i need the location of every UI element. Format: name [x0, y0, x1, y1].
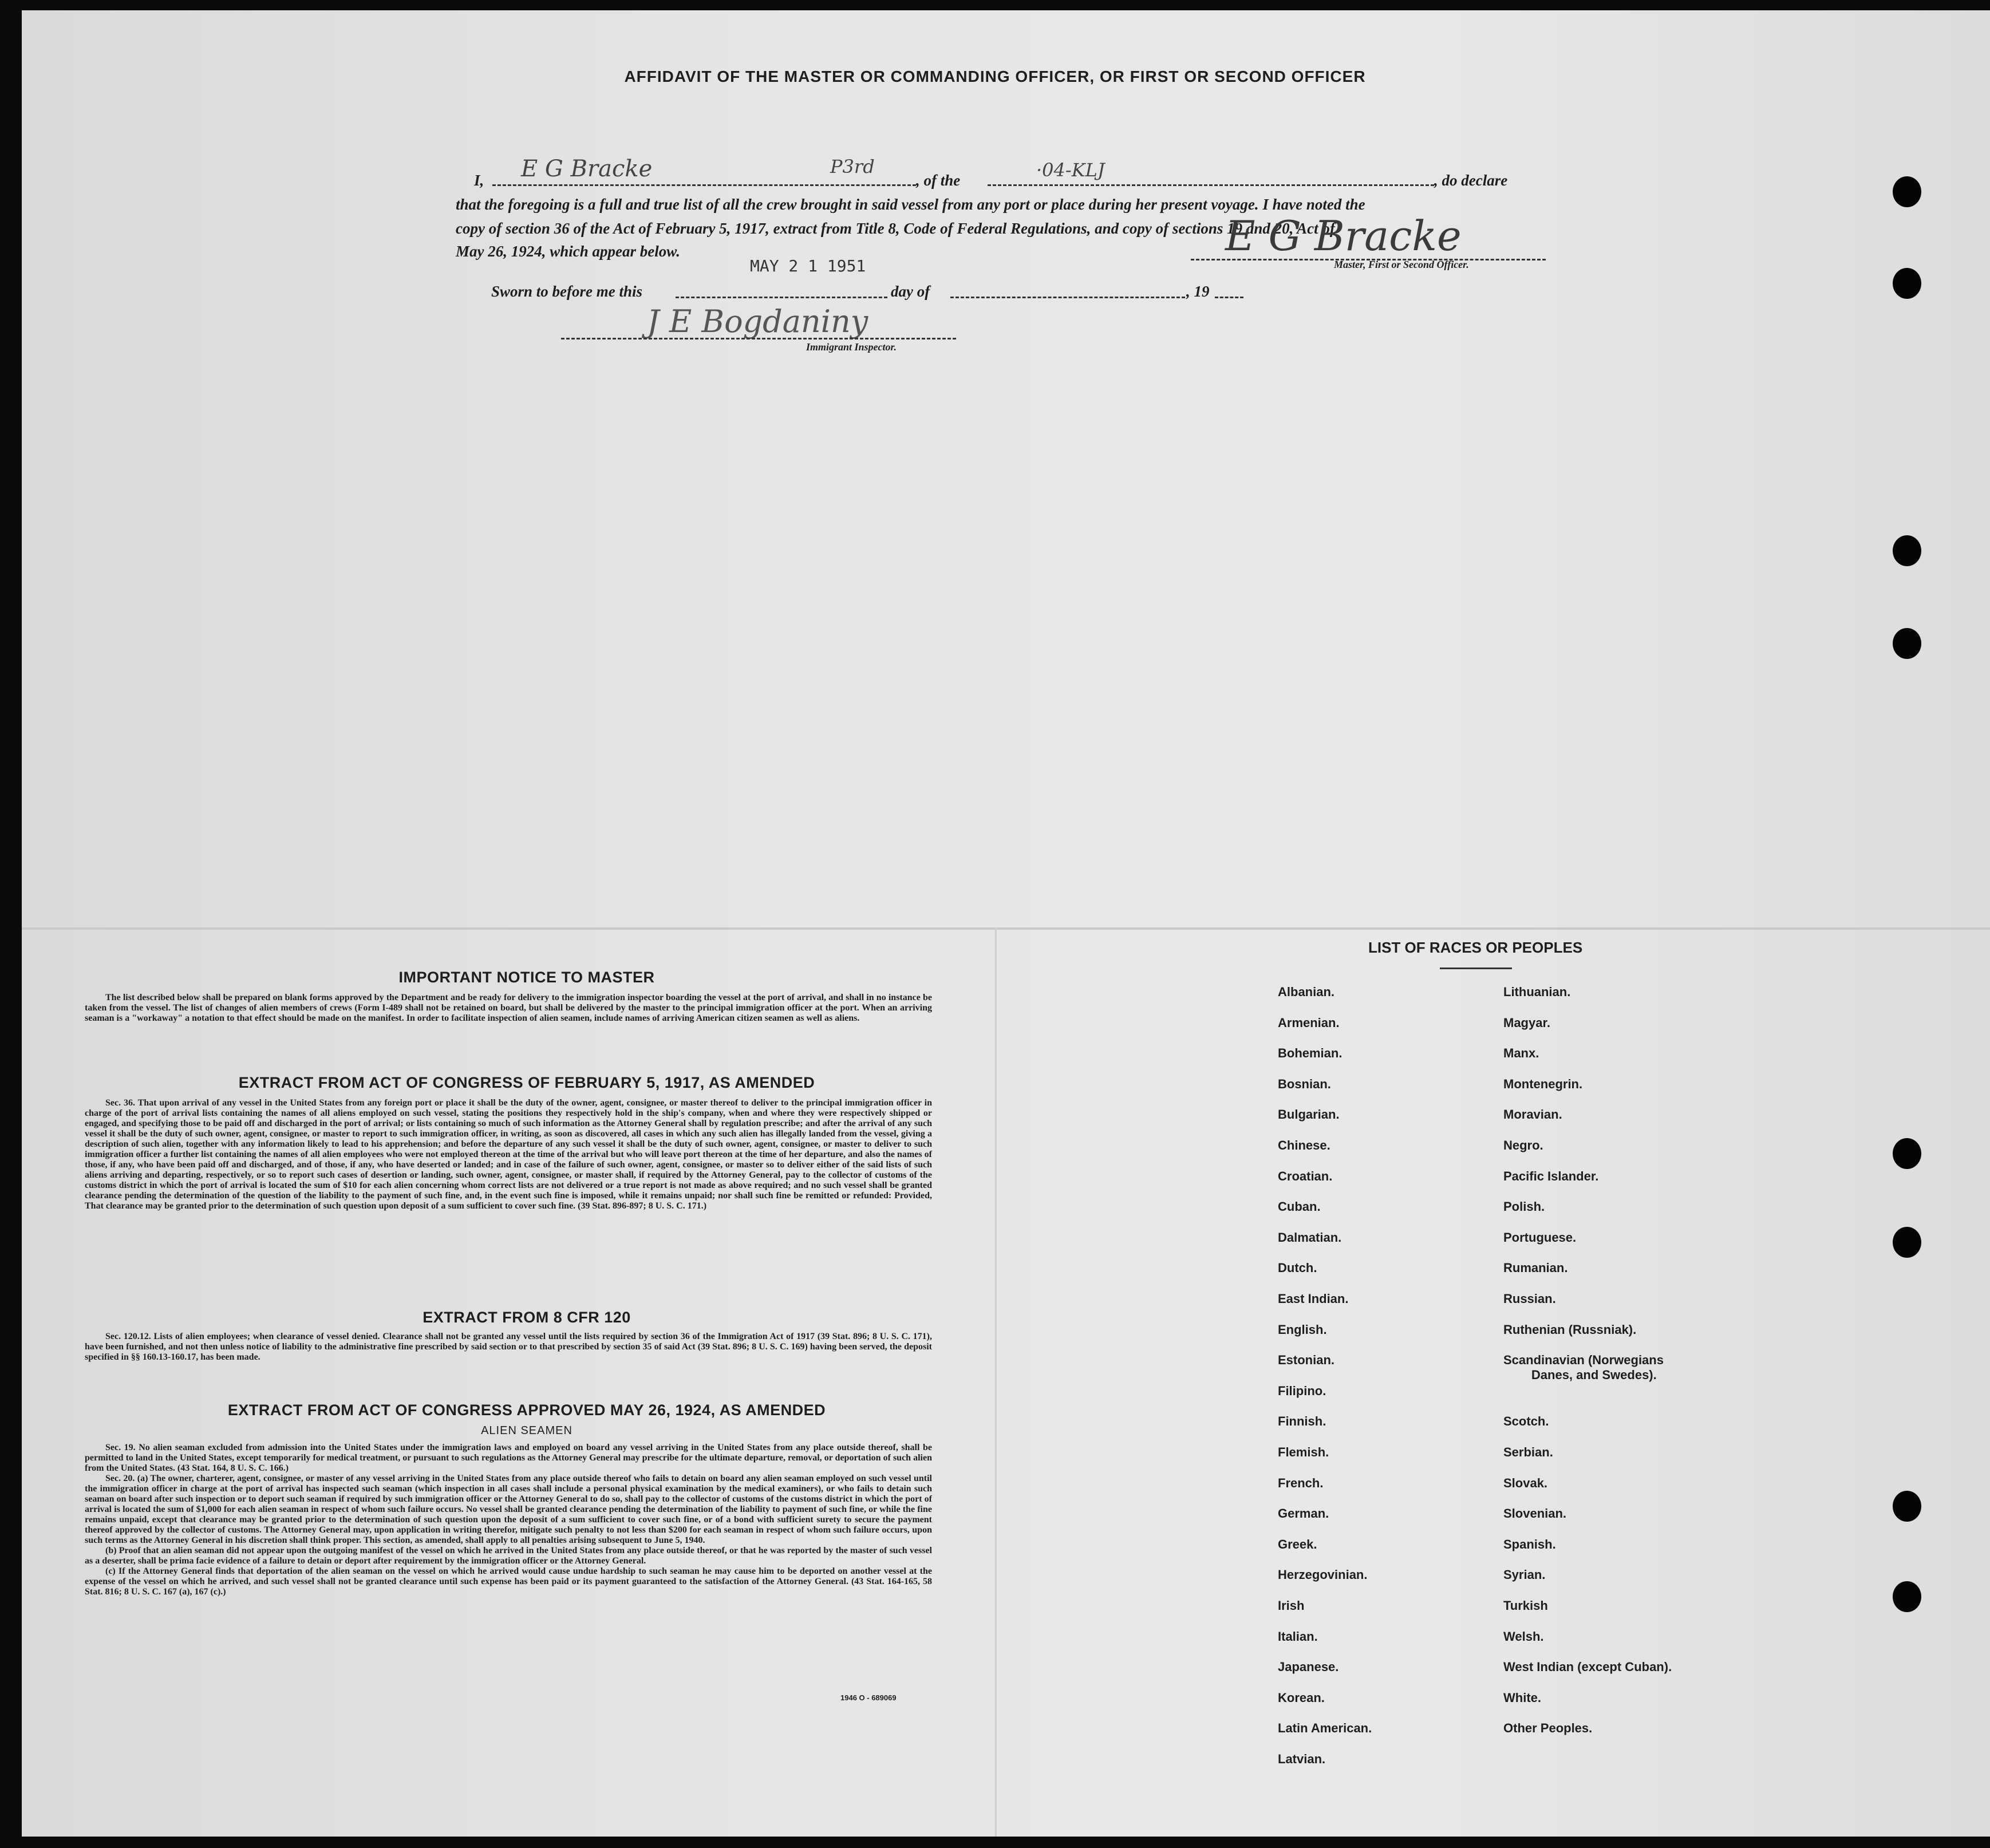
punch-hole	[1893, 1138, 1921, 1169]
sworn-label: Sworn to before me this	[491, 283, 643, 300]
inspector-signature-line	[561, 338, 956, 339]
race-item: Bohemian.	[1278, 1046, 1343, 1061]
fold-line-horizontal	[22, 927, 1990, 930]
race-item: Flemish.	[1278, 1445, 1329, 1459]
extract-cfr-text: Sec. 120.12. Lists of alien employees; when clearance of vessel denied. Clearance shall not be granted any vessel until the lists required by section 36 of the Immigration Act of 1917 (39 Stat. 896; 8 U. S. C. 171), have been furnished, and not then unless notice of liability to the administrative fine prescribed by said section or to that prescribed by section 35 of said Act (39 Stat. 896; 8 U. S. C. 169) having been served, the deposit specified in §§ 160.13-160.17, has been made.	[85, 1332, 932, 1362]
master-signature: E G Bracke	[1225, 212, 1462, 260]
punch-hole	[1893, 1491, 1921, 1522]
name-fill-line	[492, 184, 916, 186]
race-item: Korean.	[1278, 1690, 1325, 1705]
of-the-label: , of the	[916, 172, 961, 189]
race-item: Montenegrin.	[1503, 1076, 1583, 1091]
extract-1924-text: Sec. 19. No alien seaman excluded from admission into the United States under the immigration laws and employed on board any vessel arriving in the United States from any place outside thereof, shall be permitted to land in the United States, except temporarily for medical treatment, or pursuant to such regulations as the Attorney General may prescribe for the ultimate departure, removal, or deportation of such alien from the United States. (43 Stat. 164, 8 U. S. C. 166.) Sec. 20. (a) The owner, charterer, agent, consignee, or master of any vessel arriving in the United States from any place outside thereof who fails to detain on board any alien seaman employed on such vessel until the immigration officer in charge at the port of arrival has inspected such seaman (which inspection in all cases shall include a personal physical examination by the medical examiners), or who fails to detain such seaman on board after such inspection or to deport such seaman if required by such immigration officer or the Attorney General to do so, shall pay to the collector of customs of the customs district in which the port of arrival is located the sum of $1,000 for each alien seaman in respect of whom such failure occurs. No vessel shall be granted clearance pending the determination of the liability to payment of such fine, or while the fine remains unpaid, except that clearance may be granted prior to the determination of such question upon the deposit of a sum sufficient to cover such fine, or of a bond with sufficient surety to secure the payment thereof approved by the collector of customs. The Attorney General may, upon application in writing therefor, mitigate such penalty to not less than $200 for each seaman in respect of whom such failure occurs, upon such terms as the Attorney General in his discretion shall think proper. This section, as amended, shall apply to all penalties arising subsequent to June 5, 1940. (b) Proof that an alien seaman did not appear upon the outgoing manifest of the vessel on which he arrived in the United States from any place outside thereof, or that he was reported by the master of such vessel as a deserter, shall be prima facie evidence of a failure to detain or deport after requirement by the immigration officer or the Attorney General. (c) If the Attorney General finds that deportation of the alien seaman on the vessel on which he arrived would cause undue hardship to such seaman he may cause him to be deported on another vessel at the expense of the vessel on which he arrived, and such vessel shall not be granted clearance until such expense has been paid or its payment guaranteed to the satisfaction of the Attorney General. (43 Stat. 164-165, 58 Stat. 816; 8 U. S. C. 167 (a), 167 (c).)	[85, 1443, 932, 1597]
race-item: Lithuanian.	[1503, 985, 1571, 999]
race-item: Turkish	[1503, 1598, 1548, 1613]
vessel-handwritten: ·04-KLJ	[1036, 159, 1105, 181]
race-item: Dalmatian.	[1278, 1230, 1342, 1245]
race-item: Polish.	[1503, 1199, 1545, 1214]
notice-title: IMPORTANT NOTICE TO MASTER	[398, 969, 655, 986]
notice-text: The list described below shall be prepared on blank forms approved by the Department and be ready for delivery to the immigration inspector boarding the vessel at the port of arrival, and shall in no instance be taken from the vessel. The list of changes of alien members of crews (Form I-489 shall not be retained on board, but shall be delivered by the master to the principal immigration officer at the port. When an arriving seaman is a "workaway" a notation to that effect should be made on the manifest. In order to facilitate inspection of alien seamen, include names of arriving American citizen seamen as well as aliens.	[85, 993, 932, 1023]
races-title-rule	[1440, 968, 1512, 969]
race-item: Estonian.	[1278, 1353, 1335, 1368]
punch-hole	[1893, 628, 1921, 659]
extract-1917-text: Sec. 36. That upon arrival of any vessel in the United States from any foreign port or place it shall be the duty of the owner, agent, consignee, or master thereof to deliver to the principal immigration officer in charge of the port of arrival lists containing the names of all aliens employed on such vessel, stating the positions they respectively hold in the ship's company, when and where they were respectively shipped or engaged, and specifying those to be paid off and discharged in the port of arrival; or lists containing so much of such information as the Attorney General shall by regulation prescribe; and after the arrival of any such vessel it shall be the duty of such owner, agent, consignee, or master to report to such immigration officer, in writing, as soon as discovered, all cases in which any such alien has illegally landed from the vessel, giving a description of such alien, together with any information likely to lead to his apprehension; and before the departure of any such vessel it shall be the duty of such owner, agent, consignee, or master to deliver to such immigration officer a further list containing the names of all alien employees who were not employed thereon at the time of the arrival but who will leave port thereon at the time of her departure, and also the names of those, if any, who have been paid off and discharged, and of those, if any, who have deserted or landed; and in case of the failure of such owner, agent, consignee, or master so to deliver either of the said lists of such aliens arriving and departing, respectively, or so to report such cases of desertion or landing, such owner, agent, consignee, or master shall, if required by the Attorney General, pay to the collector of customs of the customs district in which the port of arrival is located the sum of $10 for each alien concerning whom correct lists are not delivered or a true report is not made as above required; and no such vessel shall be granted clearance pending the determination of the question of the liability to the payment of such fine, and, in the event such fine is imposed, while it remains unpaid; nor shall such fine be remitted or refunded: Provided, That clearance may be granted prior to the determination of such question upon deposit of a sum sufficient to cover such fine. (39 Stat. 896-897; 8 U. S. C. 171.)	[85, 1098, 932, 1211]
race-item: Other Peoples.	[1503, 1721, 1593, 1736]
race-item: German.	[1278, 1506, 1329, 1521]
extract-1924-subtitle: ALIEN SEAMEN	[481, 1424, 572, 1437]
race-item: Filipino.	[1278, 1383, 1326, 1398]
punch-hole	[1893, 535, 1921, 566]
do-declare-label: , do declare	[1434, 172, 1508, 189]
race-item: Herzegovinian.	[1278, 1567, 1368, 1582]
officer-rank-handwritten: P3rd	[830, 156, 875, 177]
race-item: Serbian.	[1503, 1445, 1553, 1459]
race-item: White.	[1503, 1690, 1541, 1705]
race-item: West Indian (except Cuban).	[1503, 1660, 1672, 1675]
vessel-fill-line	[988, 184, 1434, 186]
received-date-stamp: MAY 2 1 1951	[750, 256, 866, 275]
race-item: Irish	[1278, 1598, 1305, 1613]
day-of-label: day of	[891, 283, 930, 300]
race-item: Japanese.	[1278, 1660, 1339, 1675]
inspector-caption: Immigrant Inspector.	[806, 341, 897, 353]
race-item: Chinese.	[1278, 1138, 1330, 1152]
fold-line-vertical	[995, 927, 997, 1837]
race-item: Scandinavian (Norwegians Danes, and Swedes).	[1503, 1353, 1664, 1383]
race-item: Bosnian.	[1278, 1076, 1331, 1091]
race-item: Magyar.	[1503, 1015, 1550, 1030]
punch-hole	[1893, 1581, 1921, 1612]
race-item: East Indian.	[1278, 1292, 1349, 1306]
race-item: Greek.	[1278, 1537, 1317, 1551]
declaration-line-2: that the foregoing is a full and true list of all the crew brought in said vessel from any port or place during her present voyage. I have noted the	[456, 196, 1365, 213]
race-item: Finnish.	[1278, 1414, 1326, 1429]
race-item: Scotch.	[1503, 1414, 1549, 1429]
punch-hole	[1893, 176, 1921, 207]
print-code: 1946 O - 689069	[840, 1693, 897, 1702]
extract-cfr-title: EXTRACT FROM 8 CFR 120	[423, 1309, 631, 1326]
race-item: Welsh.	[1503, 1629, 1544, 1644]
declaration-line-4: May 26, 1924, which appear below.	[456, 243, 681, 260]
race-item: Latvian.	[1278, 1752, 1326, 1766]
sworn-year-fill-line	[1215, 297, 1243, 298]
races-list-title: LIST OF RACES OR PEOPLES	[1368, 939, 1583, 956]
race-item: Italian.	[1278, 1629, 1318, 1644]
race-item: Negro.	[1503, 1138, 1543, 1152]
race-item: Moravian.	[1503, 1107, 1562, 1122]
race-item: Albanian.	[1278, 985, 1335, 999]
master-caption: Master, First or Second Officer.	[1334, 259, 1469, 270]
sworn-day-fill-line	[676, 297, 887, 298]
race-item: Pacific Islander.	[1503, 1168, 1599, 1183]
race-item: English.	[1278, 1322, 1327, 1337]
race-item: Slovenian.	[1503, 1506, 1567, 1521]
race-item: Cuban.	[1278, 1199, 1321, 1214]
punch-hole	[1893, 1227, 1921, 1258]
extract-1917-title: EXTRACT FROM ACT OF CONGRESS OF FEBRUARY 5, 1917, AS AMENDED	[238, 1074, 815, 1091]
inspector-signature: J E Bogdaniny	[647, 303, 868, 339]
race-item: French.	[1278, 1475, 1324, 1490]
race-item: Syrian.	[1503, 1567, 1546, 1582]
year-label: , 19	[1186, 283, 1210, 300]
race-item: Dutch.	[1278, 1261, 1317, 1276]
race-item: Latin American.	[1278, 1721, 1372, 1736]
race-item: Ruthenian (Russniak).	[1503, 1322, 1637, 1337]
sworn-month-fill-line	[950, 297, 1185, 298]
race-item: Manx.	[1503, 1046, 1539, 1061]
race-item: Croatian.	[1278, 1168, 1333, 1183]
extract-1924-title: EXTRACT FROM ACT OF CONGRESS APPROVED MAY 26, 1924, AS AMENDED	[227, 1401, 826, 1419]
race-item: Rumanian.	[1503, 1261, 1568, 1276]
race-item: Portuguese.	[1503, 1230, 1577, 1245]
declaration-i-label: I,	[474, 172, 484, 189]
declaration-line-3: copy of section 36 of the Act of February 5, 1917, extract from Title 8, Code of Federal Regulations, and copy of sections 19 and 20, Act of	[456, 220, 1335, 237]
punch-hole	[1893, 268, 1921, 299]
affidavit-title: AFFIDAVIT OF THE MASTER OR COMMANDING OFFICER, OR FIRST OR SECOND OFFICER	[624, 68, 1366, 85]
race-item: Slovak.	[1503, 1475, 1548, 1490]
officer-name-handwritten: E G Bracke	[521, 156, 653, 182]
race-item: Armenian.	[1278, 1015, 1340, 1030]
race-item: Spanish.	[1503, 1537, 1556, 1551]
race-item: Bulgarian.	[1278, 1107, 1340, 1122]
race-item: Russian.	[1503, 1292, 1556, 1306]
